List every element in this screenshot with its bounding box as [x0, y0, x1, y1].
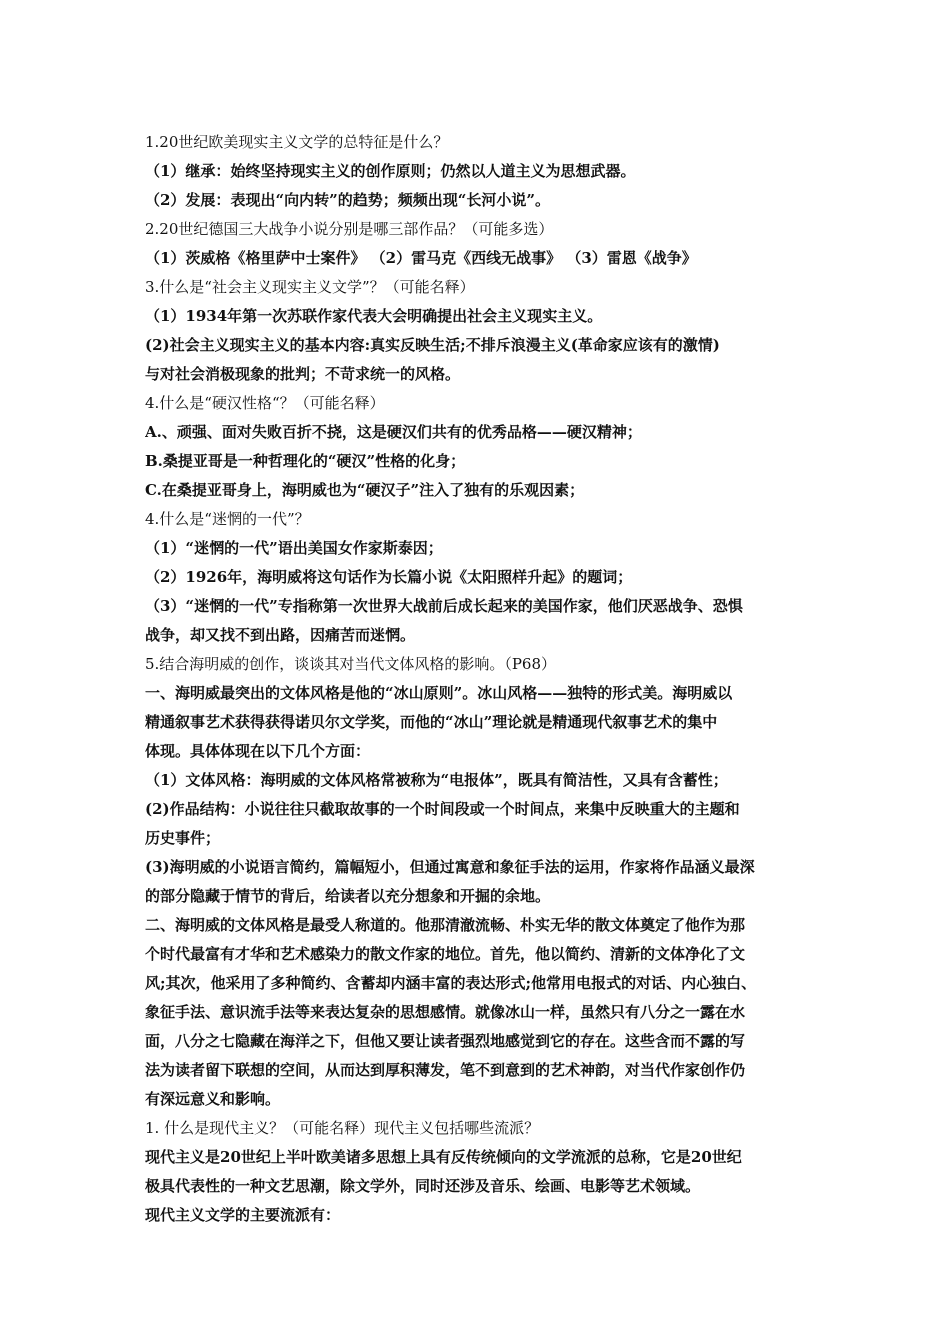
answer-line: 精通叙事艺术获得获得诺贝尔文学奖，而他的“冰山”理论就是精通现代叙事艺术的集中 [145, 713, 718, 731]
answer-line: 面，八分之七隐藏在海洋之下，但他又要让读者强烈地感觉到它的存在。这些含而不露的写 [145, 1032, 746, 1050]
answer-line: (3)海明威的小说语言简约，篇幅短小，但通过寓意和象征手法的运用，作家将作品涵义最深 [145, 858, 755, 876]
answer-line: 现代主义是20世纪上半叶欧美诸多思想上具有反传统倾向的文学流派的总称，它是20世纪 [145, 1148, 742, 1166]
answer-line: 有深远意义和影响。 [145, 1090, 281, 1108]
answer-line: A.、顽强、面对失败百折不挠，这是硬汉们共有的优秀品格——硬汉精神； [145, 423, 642, 441]
answer-line: 与对社会消极现象的批判；不苛求统一的风格。 [145, 365, 461, 383]
answer-line: （1）文体风格：海明威的文体风格常被称为“电报体”，既具有简洁性，又具有含蓄性； [145, 771, 728, 789]
question-line: 4.什么是“硬汉性格“？（可能名释） [145, 394, 385, 412]
answer-line: 战争，却又找不到出路，因痛苦而迷惘。 [145, 626, 416, 644]
answer-line: （1）“迷惘的一代”语出美国女作家斯泰因； [145, 539, 443, 557]
answer-line: C.在桑提亚哥身上，海明威也为“硬汉子”注入了独有的乐观因素； [145, 481, 585, 499]
question-line: 2.20世纪德国三大战争小说分别是哪三部作品？（可能多选） [145, 220, 554, 238]
question-line: 4.什么是“迷惘的一代”？ [145, 510, 310, 528]
answer-line: （1）1934年第一次苏联作家代表大会明确提出社会主义现实主义。 [145, 307, 603, 325]
answer-line: 历史事件； [145, 829, 221, 847]
answer-line: 体现。具体体现在以下几个方面： [145, 742, 371, 760]
question-line: 3.什么是“社会主义现实主义文学”？（可能名释） [145, 278, 475, 296]
question-line: 1. 什么是现代主义？（可能名释）现代主义包括哪些流派？ [145, 1119, 540, 1137]
answer-line: （1）茨威格《格里萨中士案件》 （2）雷马克《西线无战事》 （3）雷恩《战争》 [145, 249, 697, 267]
question-line: 5.结合海明威的创作，谈谈其对当代文体风格的影响。（P68） [145, 655, 556, 673]
answer-line: （3）“迷惘的一代”专指称第一次世界大战前后成长起来的美国作家，他们厌恶战争、恐惧 [145, 597, 743, 615]
answer-line: （1）继承：始终坚持现实主义的创作原则；仍然以人道主义为思想武器。 [145, 162, 636, 180]
question-line: 1.20世纪欧美现实主义文学的总特征是什么？ [145, 133, 449, 151]
answer-line: B.桑提亚哥是一种哲理化的“硬汉”性格的化身； [145, 452, 466, 470]
answer-line: 象征手法、意识流手法等来表达复杂的思想感情。就像冰山一样，虽然只有八分之一露在水 [145, 1003, 746, 1021]
answer-line: 一、海明威最突出的文体风格是他的“冰山原则”。冰山风格——独特的形式美。海明威以 [145, 684, 733, 702]
answer-line: 的部分隐藏于情节的背后，给读者以充分想象和开掘的余地。 [145, 887, 551, 905]
answer-line: （2）发展：表现出“向内转”的趋势；频频出现“长河小说”。 [145, 191, 550, 209]
answer-line: （2）1926年，海明威将这句话作为长篇小说《太阳照样升起》的题词； [145, 568, 633, 586]
answer-line: 现代主义文学的主要流派有： [145, 1206, 341, 1224]
answer-line: (2)社会主义现实主义的基本内容:真实反映生活;不排斥浪漫主义(革命家应该有的激情) [145, 336, 720, 354]
answer-line: (2)作品结构：小说往往只截取故事的一个时间段或一个时间点，来集中反映重大的主题和 [145, 800, 740, 818]
answer-line: 二、海明威的文体风格是最受人称道的。他那清澈流畅、朴实无华的散文体奠定了他作为那 [145, 916, 746, 934]
document-body [145, 128, 820, 1230]
answer-line: 个时代最富有才华和艺术感染力的散文作家的地位。首先，他以简约、清新的文体净化了文 [145, 945, 746, 963]
answer-line: 风;其次，他采用了多种简约、含蓄却内涵丰富的表达形式;他常用电报式的对话、内心独白、 [145, 974, 757, 992]
answer-line: 极具代表性的一种文艺思潮，除文学外，同时还涉及音乐、绘画、电影等艺术领域。 [145, 1177, 701, 1195]
answer-line: 法为读者留下联想的空间，从而达到厚积薄发，笔不到意到的艺术神韵，对当代作家创作仍 [145, 1061, 746, 1079]
